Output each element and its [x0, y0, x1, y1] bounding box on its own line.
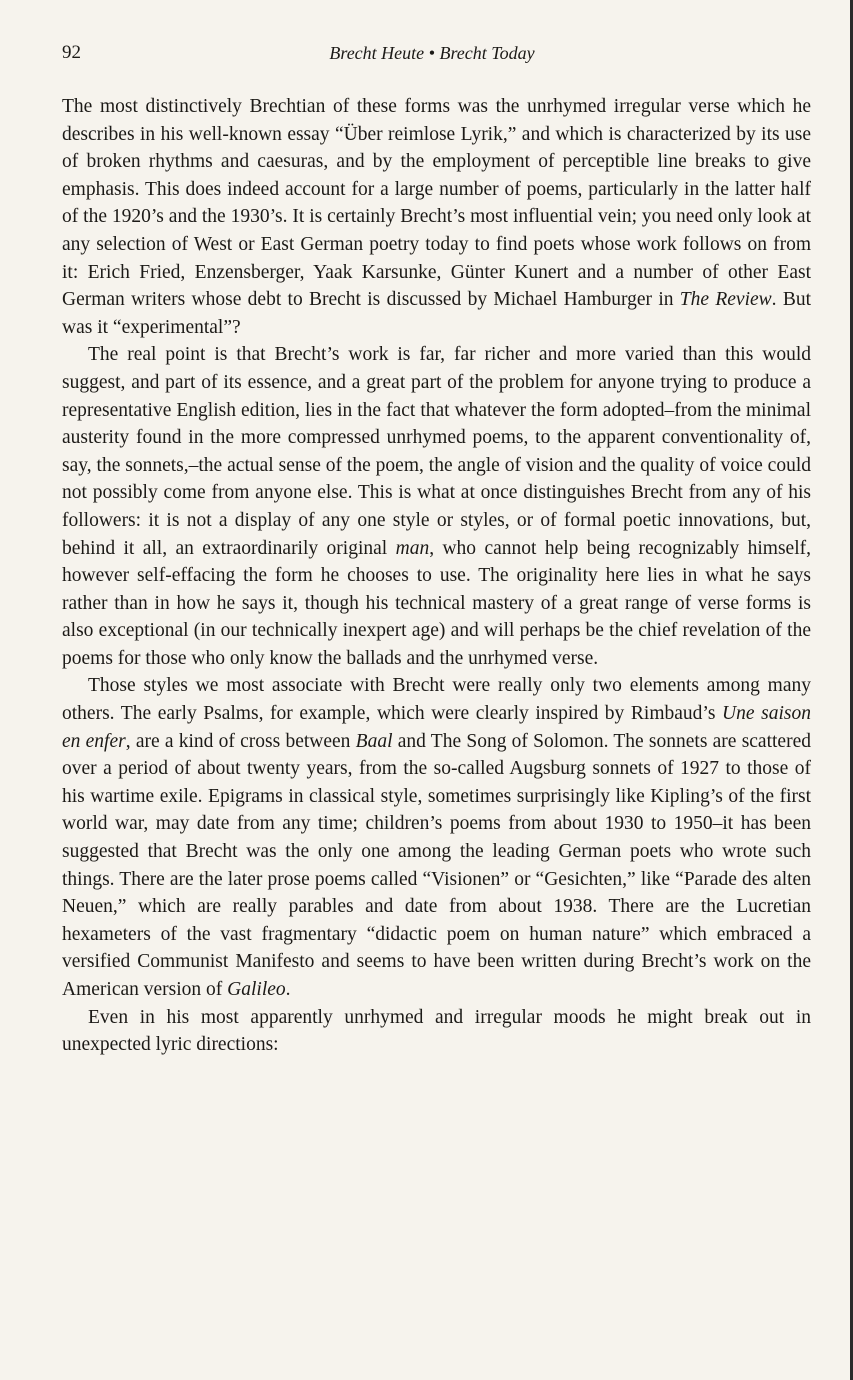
running-head — [62, 40, 802, 66]
italic-title: The Review — [679, 289, 772, 311]
italic-title: Galileo — [227, 979, 286, 1000]
text-segment: The most distinctively Brechtian of these forms was the unrhymed irregular verse which he describes in his well-known essay “Über reimlose Lyrik,” and which is characterized by its use of broken rhythms and caesuras, and by the employment of perceptible line breaks to give emphasis. This does indeed account for a large number of poems, particularly in the latter half of the 1920’s and the 1930’s. It is certainly Brecht’s most influential vein; you need only look at any selection of West or East German poetry today to find poets whose work follows on from it: Erich Fried, Enzensberger, Yaak Karsunke, Günter Kunert and a number of other East German writers whose debt to Brecht is discussed by Michael Hamburger in — [62, 96, 811, 311]
text-segment: Those styles we most associate with Brecht were really only two elements among many others. The early Psalms, for example, which were clearly inspired by Rimbaud’s — [62, 675, 811, 725]
text-segment: Even in his most apparently unrhymed and irregular moods he might break out in unexpected lyric directions: — [62, 1006, 811, 1056]
text-segment: . But was it “experimental”? — [62, 289, 812, 338]
text-segment: , who cannot help being recognizably himself, however self-effacing the form he chooses to use. The originality here lies in what he says rather than in how he says it, though his technical mastery of a great range of verse forms is also exceptional (in our technically inexpert age) and will perhaps be the chief revelation of the poems for those who only know the ballads and the unrhymed verse. — [62, 537, 811, 669]
paragraph-3 — [62, 672, 811, 1003]
italic-word: man — [395, 537, 430, 559]
italic-title: Baal — [355, 730, 393, 752]
paragraph-2 — [62, 341, 811, 672]
text-segment: , are a kind of cross between — [125, 730, 356, 752]
paragraph-4 — [62, 1004, 811, 1059]
text-segment: The real point is that Brecht’s work is far, far richer and more varied than this would suggest, and part of its essence, and a great part of the problem for anyone trying to produce a representative English edition, lies in the fact that whatever the form adopted–from the minimal austerity found in the more compressed unrhymed poems, to the apparent conventionality of, say, the sonnets,–the actual sense of the poem, the angle of vision and the quality of voice could not possibly come from anyone else. This is what at once distinguishes Brecht from any of his followers: it is not a display of any one style or styles, or of formal poetic innovations, but, behind it all, an extraordinarily original — [62, 344, 811, 559]
body-text — [62, 93, 811, 1059]
page-number: 92 — [62, 42, 81, 63]
text-segment: . — [285, 979, 291, 1000]
italic-title: Une saison en enfer — [62, 703, 811, 752]
paragraph-1 — [62, 93, 811, 341]
text-segment: and The Song of Solomon. The sonnets are scattered over a period of about twenty years, from the so-called Augsburg sonnets of 1927 to those of his wartime exile. Epigrams in classical style, sometimes surprisingly like Kipling’s of the first world war, may date from any time; children’s poems from about 1930 to 1950–it has been suggested that Brecht was the only one among the leading German poets who wrote such things. There are the later prose poems called “Visionen” or “Gesichten,” like “Parade des alten Neuen,” which are really parables and date from about 1938. There are the Lucretian hexameters of the vast fragmentary “didactic poem on human nature” which embraced a versified Communist Manifesto and seems to have been written during Brecht’s work on the American version of — [62, 730, 811, 1000]
running-head-title: Brecht Heute • Brecht Today — [329, 43, 535, 63]
